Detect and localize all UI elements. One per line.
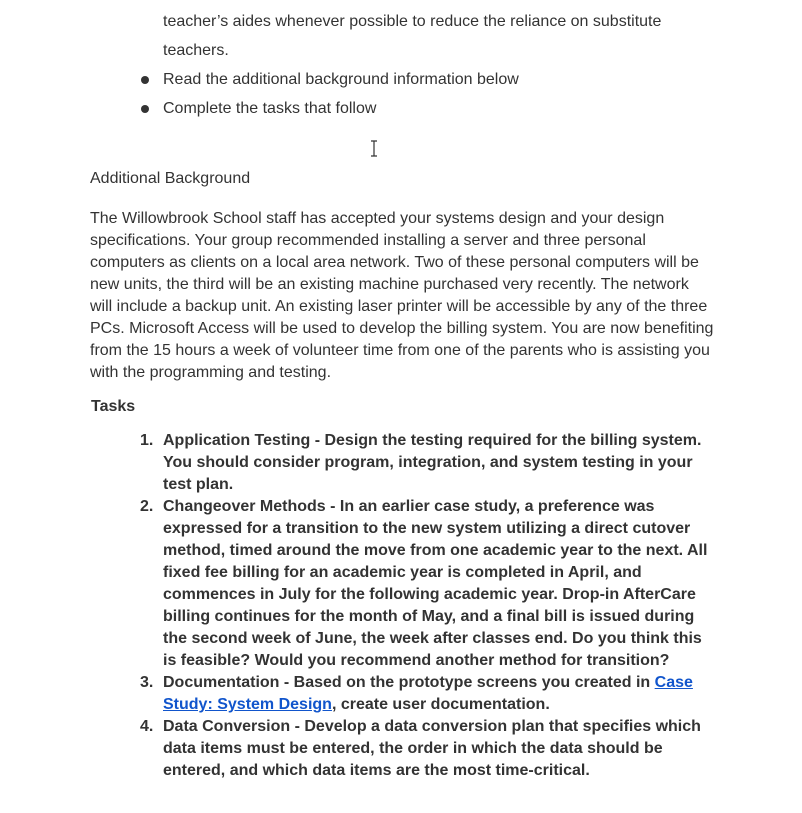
task-item <box>140 496 715 672</box>
bullet-text: Complete the tasks that follow <box>163 100 377 117</box>
bullet-continuation-text: teacher’s aides whenever possible to reduce the reliance on substitute teachers. <box>163 13 662 59</box>
task-item <box>140 430 715 496</box>
task-number: 2. <box>140 498 154 515</box>
task-text: Data Conversion - Develop a data conversion plan that specifies which data items must be entered, the order in which the data should be entered, and which data items are the most time-critical. <box>163 718 701 779</box>
bullet-icon <box>141 76 149 84</box>
task-item <box>140 716 715 782</box>
intro-bullet-list <box>90 7 710 123</box>
task-number: 4. <box>140 718 154 735</box>
task-text: Changeover Methods - In an earlier case study, a preference was expressed for a transition to the new system utilizing a direct cutover method, timed around the move from one academic year to the next. All fixed fee billing for an academic year is completed in April, and commences in July for the following academic year. Drop-in AfterCare billing continues for the month of May, and a final bill is issued during the second week of June, the week after classes end. Do you think this is feasible? Would you recommend another method for transition? <box>163 498 708 669</box>
task-number: 3. <box>140 674 154 691</box>
task-text: , create user documentation. <box>331 696 550 713</box>
background-heading: Additional Background <box>90 170 251 187</box>
task-number: 1. <box>140 432 154 449</box>
task-item <box>140 672 715 716</box>
bullet-item <box>90 65 710 94</box>
bullet-item <box>90 94 710 123</box>
text-cursor-icon <box>369 140 379 157</box>
tasks-list <box>140 430 715 782</box>
task-text: Documentation - Based on the prototype screens you created in <box>163 674 655 691</box>
bullet-text: Read the additional background information below <box>163 71 519 88</box>
task-text: Application Testing - Design the testing required for the billing system. You should consider program, integration, and system testing in your test plan. <box>163 432 702 493</box>
case-study-system-design-link[interactable]: Case Study: System Design <box>163 674 693 713</box>
background-paragraph: The Willowbrook School staff has accepted your systems design and your design specifications. Your group recommended installing a server and three personal computers as clients on a local area network. Two of these personal computers will be new units, the third will be an existing machine purchased very recently. The network will include a backup unit. An existing laser printer will be accessible by any of the three PCs. Microsoft Access will be used to develop the billing system. You are now benefiting from the 15 hours a week of volunteer time from one of the parents who is assisting you with the programming and testing. <box>90 210 714 381</box>
tasks-heading: Tasks <box>91 398 136 415</box>
bullet-icon <box>141 105 149 113</box>
